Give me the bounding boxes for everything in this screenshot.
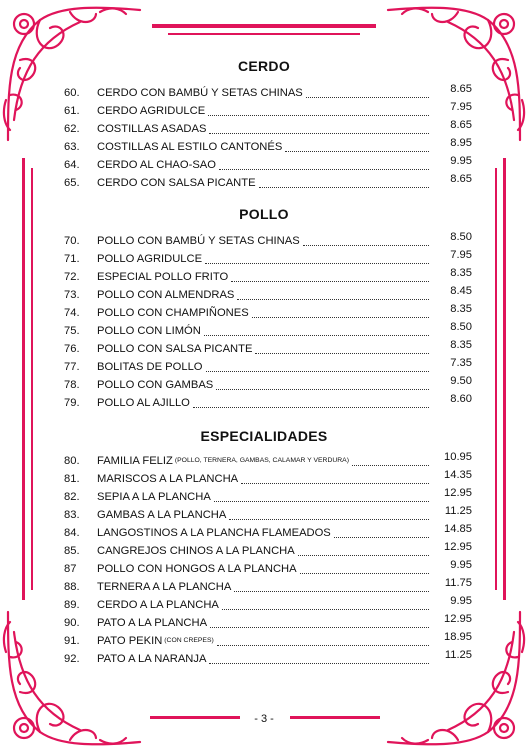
item-price: 8.65 [450, 119, 472, 131]
bottom-border-bar-right [290, 716, 380, 719]
item-number: 77. [64, 361, 80, 373]
item-price: 18.95 [444, 631, 472, 643]
menu-item [64, 84, 472, 102]
item-name: POLLO CON HONGOS A LA PLANCHA [97, 563, 297, 575]
item-number: 70. [64, 235, 80, 247]
menu-item [64, 650, 472, 668]
item-name: BOLITAS DE POLLO [97, 361, 203, 373]
item-name: SEPIA A LA PLANCHA [97, 491, 211, 503]
leader-dots [193, 399, 429, 408]
menu-item [64, 614, 472, 632]
menu-item [64, 560, 472, 578]
leader-dots [210, 619, 429, 628]
leader-dots [334, 529, 429, 538]
menu-item [64, 452, 472, 470]
item-price: 7.35 [450, 357, 472, 369]
item-name: CERDO AGRIDULCE [97, 105, 206, 117]
item-name: POLLO AGRIDULCE [97, 253, 203, 265]
section-title-cerdo: CERDO [237, 58, 291, 74]
item-price: 12.95 [444, 613, 472, 625]
item-price: 8.50 [450, 231, 472, 243]
item-name: FAMILIA FELIZ [97, 455, 173, 467]
leader-dots [208, 107, 429, 116]
menu-item [64, 358, 472, 376]
leader-dots [252, 309, 429, 318]
menu-item [64, 268, 472, 286]
item-number: 64. [64, 159, 80, 171]
top-border-bar [152, 24, 376, 28]
leader-dots [234, 583, 429, 592]
item-number: 88. [64, 581, 80, 593]
leader-dots [216, 381, 429, 390]
leader-dots [205, 255, 429, 264]
item-price: 8.45 [450, 285, 472, 297]
item-number: 89. [64, 599, 80, 611]
item-number: 62. [64, 123, 80, 135]
menu-item [64, 304, 472, 322]
menu-item [64, 506, 472, 524]
leader-dots [209, 125, 429, 134]
menu-item [64, 596, 472, 614]
item-name: CERDO CON BAMBÚ Y SETAS CHINAS [97, 87, 303, 99]
bottom-border-bar-left [150, 716, 240, 719]
leader-dots [206, 363, 430, 372]
leader-dots [237, 291, 429, 300]
leader-dots [303, 237, 429, 246]
item-number: 84. [64, 527, 80, 539]
item-price: 11.25 [444, 649, 472, 661]
item-number: 82. [64, 491, 80, 503]
item-name: CERDO AL CHAO-SAO [97, 159, 216, 171]
item-number: 79. [64, 397, 80, 409]
leader-dots [352, 457, 429, 466]
item-name: CERDO A LA PLANCHA [97, 599, 219, 611]
item-number: 73. [64, 289, 80, 301]
item-name: CERDO CON SALSA PICANTE [97, 177, 256, 189]
menu-item [64, 340, 472, 358]
menu-item [64, 524, 472, 542]
item-price: 9.50 [450, 375, 472, 387]
item-price: 11.75 [444, 577, 472, 589]
item-note: (CON CREPES) [164, 637, 214, 644]
item-name: CANGREJOS CHINOS A LA PLANCHA [97, 545, 295, 557]
right-border-bar [503, 158, 506, 600]
item-name: MARISCOS A LA PLANCHA [97, 473, 239, 485]
item-name: POLLO AL AJILLO [97, 397, 190, 409]
item-name: POLLO CON LIMÓN [97, 325, 201, 337]
menu-item [64, 120, 472, 138]
item-price: 9.95 [450, 155, 472, 167]
leader-dots [209, 655, 429, 664]
item-number: 74. [64, 307, 80, 319]
page-number: - 3 - [254, 713, 274, 725]
item-price: 10.95 [444, 451, 472, 463]
item-number: 87 [64, 563, 77, 575]
leader-dots [285, 143, 429, 152]
item-note: (POLLO, TERNERA, GAMBAS, CALAMAR Y VERDURA) [174, 457, 349, 464]
item-name: COSTILLAS ASADAS [97, 123, 207, 135]
item-number: 90. [64, 617, 80, 629]
item-number: 91. [64, 635, 80, 647]
right-border-bar-thin [495, 168, 497, 590]
item-number: 92. [64, 653, 80, 665]
item-price: 8.65 [450, 173, 472, 185]
leader-dots [222, 601, 429, 610]
menu-item [64, 376, 472, 394]
item-price: 14.35 [444, 469, 472, 481]
item-price: 7.95 [450, 249, 472, 261]
item-number: 65. [64, 177, 80, 189]
top-border-bar-thin [168, 33, 360, 35]
menu-item [64, 632, 472, 650]
menu-item [64, 156, 472, 174]
item-number: 71. [64, 253, 80, 265]
leader-dots [255, 345, 429, 354]
leader-dots [259, 179, 429, 188]
menu-item [64, 578, 472, 596]
item-price: 8.65 [450, 83, 472, 95]
section-title-pollo: POLLO [239, 206, 289, 222]
menu-item [64, 174, 472, 192]
item-name: TERNERA A LA PLANCHA [97, 581, 232, 593]
leader-dots [298, 547, 429, 556]
item-name: LANGOSTINOS A LA PLANCHA FLAMEADOS [97, 527, 331, 539]
item-price: 7.95 [450, 101, 472, 113]
item-number: 81. [64, 473, 80, 485]
menu-item [64, 138, 472, 156]
menu-item [64, 232, 472, 250]
item-number: 85. [64, 545, 80, 557]
menu-item [64, 394, 472, 412]
item-price: 8.35 [450, 303, 472, 315]
item-price: 12.95 [444, 541, 472, 553]
item-price: 11.25 [444, 505, 472, 517]
item-price: 8.50 [450, 321, 472, 333]
item-price: 8.35 [450, 339, 472, 351]
section-title-especialidades: ESPECIALIDADES [200, 428, 328, 444]
leader-dots [204, 327, 429, 336]
left-border-bar [22, 158, 25, 600]
item-name: POLLO CON BAMBÚ Y SETAS CHINAS [97, 235, 300, 247]
item-price: 14.85 [444, 523, 472, 535]
item-name: PATO A LA PLANCHA [97, 617, 208, 629]
item-name: ESPECIAL POLLO FRITO [97, 271, 229, 283]
menu-item [64, 470, 472, 488]
menu-item [64, 542, 472, 560]
menu-item [64, 322, 472, 340]
item-number: 76. [64, 343, 80, 355]
item-price: 8.95 [450, 137, 472, 149]
item-number: 80. [64, 455, 80, 467]
item-name: POLLO CON ALMENDRAS [97, 289, 235, 301]
item-number: 83. [64, 509, 80, 521]
menu-item [64, 286, 472, 304]
item-price: 8.60 [450, 393, 472, 405]
item-name: COSTILLAS AL ESTILO CANTONÉS [97, 141, 283, 153]
item-price: 12.95 [444, 487, 472, 499]
leader-dots [229, 511, 429, 520]
item-name: GAMBAS A LA PLANCHA [97, 509, 227, 521]
menu-item [64, 250, 472, 268]
leader-dots [300, 565, 429, 574]
item-name: POLLO CON GAMBAS [97, 379, 214, 391]
item-price: 8.35 [450, 267, 472, 279]
item-name: POLLO CON CHAMPIÑONES [97, 307, 249, 319]
menu-item [64, 102, 472, 120]
item-price: 9.95 [450, 595, 472, 607]
item-number: 75. [64, 325, 80, 337]
item-number: 72. [64, 271, 80, 283]
leader-dots [217, 637, 429, 646]
item-number: 61. [64, 105, 80, 117]
leader-dots [241, 475, 429, 484]
item-number: 78. [64, 379, 80, 391]
leader-dots [219, 161, 429, 170]
item-name: PATO PEKIN [97, 635, 163, 647]
item-name: POLLO CON SALSA PICANTE [97, 343, 253, 355]
item-number: 63. [64, 141, 80, 153]
leader-dots [306, 89, 429, 98]
leader-dots [214, 493, 429, 502]
item-number: 60. [64, 87, 80, 99]
leader-dots [231, 273, 429, 282]
item-price: 9.95 [450, 559, 472, 571]
menu-item [64, 488, 472, 506]
left-border-bar-thin [31, 168, 33, 590]
item-name: PATO A LA NARANJA [97, 653, 207, 665]
